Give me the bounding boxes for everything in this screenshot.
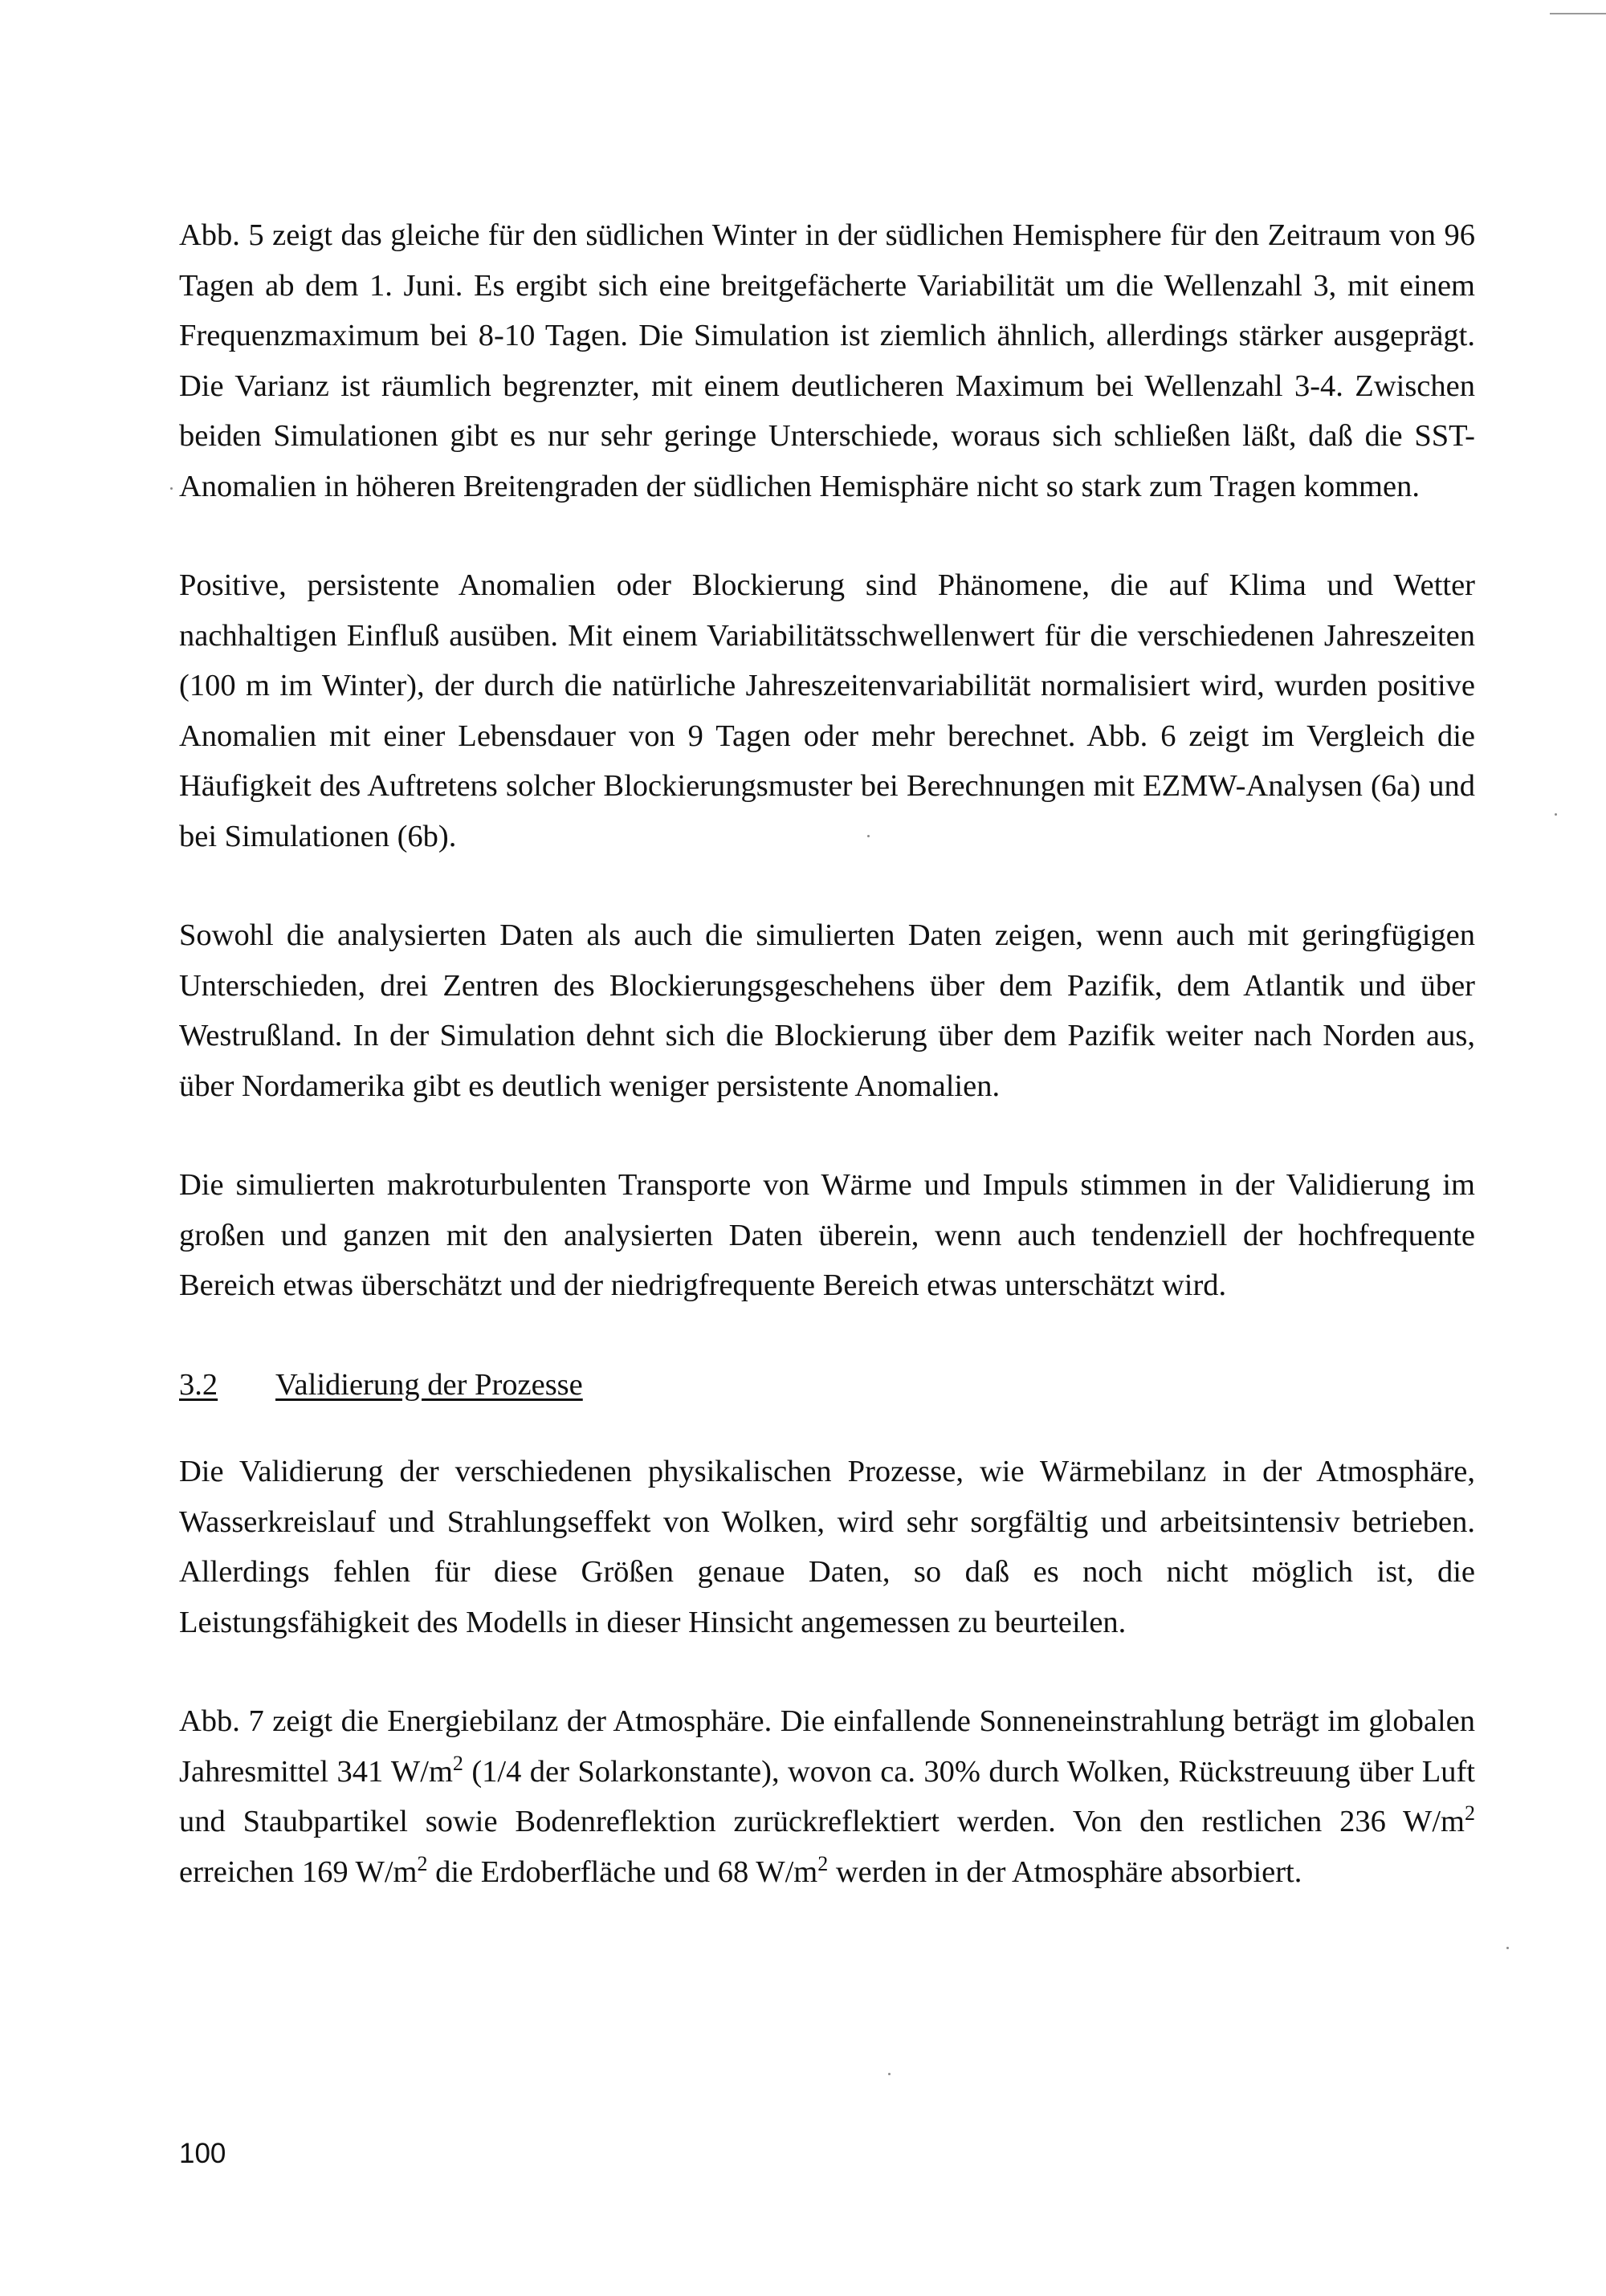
page-number: 100	[179, 2138, 226, 2169]
superscript-exponent: 2	[1465, 1801, 1475, 1825]
superscript-exponent: 2	[417, 1851, 428, 1875]
scan-speck	[1555, 813, 1557, 816]
paragraph-blocking-anomalies: Positive, persistente Anomalien oder Blockierung sind Phänomene, die auf Klima und Wetter nachhaltigen Einfluß ausüben. Mit einem Variabilitätsschwellenwert für die verschiedenen Jahreszeiten (100 m im Winter), der durch die natürliche Jahreszeitenvariabilität normalisiert wird, wurden positive Anomalien mit einer Lebensdauer von 9 Tagen oder mehr berechnet. Abb. 6 zeigt im Vergleich die Häufigkeit des Auftretens solcher Blockierungsmuster bei Berechnungen mit EZMW-Analysen (6a) und bei Simulationen (6b).	[179, 568, 1475, 853]
paragraph-blocking-centers: Sowohl die analysierten Daten als auch die simulierten Daten zeigen, wenn auch mit geringfügigen Unterschieden, drei Zentren des Blockierungsgeschehens über dem Pazifik, dem Atlantik und über Westrußland. In der Simulation dehnt sich die Blockierung über dem Pazifik weiter nach Norden aus, über Nordamerika gibt es deutlich weniger persistente Anomalien.	[179, 918, 1475, 1103]
paragraph-process-validation: Die Validierung der verschiedenen physikalischen Prozesse, wie Wärmebilanz in der Atmosphäre, Wasserkreislauf und Strahlungseffekt von Wolken, wird sehr sorgfältig und arbeitsintensiv betrieben. Allerdings fehlen für diese Größen genaue Daten, so daß es noch nicht möglich ist, die Leistungsfähigkeit des Modells in dieser Hinsicht angemessen zu beurteilen.	[179, 1455, 1475, 1639]
scan-speck	[867, 835, 870, 837]
section-heading	[179, 1360, 1475, 1411]
energy-text-part-4: die Erdoberfläche und 68 W/m	[427, 1854, 818, 1889]
section-number: 3.2	[179, 1367, 218, 1402]
scan-speck	[1506, 1947, 1509, 1949]
top-edge-rule	[1550, 13, 1606, 14]
paragraph-macroturbulent-transports: Die simulierten makroturbulenten Transporte von Wärme und Impuls stimmen in der Validierung im großen und ganzen mit den analysierten Daten überein, wenn auch tendenziell der hochfrequente Bereich etwas überschätzt und der niedrigfrequente Bereich etwas unterschätzt wird.	[179, 1168, 1475, 1302]
page-body	[179, 210, 1475, 1946]
paragraph-southern-winter: Abb. 5 zeigt das gleiche für den südlichen Winter in der südlichen Hemisphere für den Zeitraum von 96 Tagen ab dem 1. Juni. Es ergibt sich eine breitgefächerte Variabilität um die Wellenzahl 3, mit einem Frequenzmaximum bei 8-10 Tagen. Die Simulation ist ziemlich ähnlich, allerdings stärker ausgeprägt. Die Varianz ist räumlich begrenzter, mit einem deutlicheren Maximum bei Wellenzahl 3-4. Zwischen beiden Simulationen gibt es nur sehr geringe Unterschiede, woraus sich schließen läßt, daß die SST-Anomalien in höheren Breitengraden der südlichen Hemisphäre nicht so stark zum Tragen kommen.	[179, 218, 1475, 503]
scan-speck	[888, 2073, 891, 2075]
scan-speck	[170, 487, 173, 490]
superscript-exponent: 2	[817, 1851, 829, 1875]
superscript-exponent: 2	[452, 1751, 463, 1775]
energy-text-part-2: (1/4 der Solarkonstante), wovon ca. 30% durch Wolken, Rückstreuung über Luft und Staubpartikel sowie Bodenreflektion zurückreflektiert werden. Von den restlichen 236 W/m	[179, 1754, 1475, 1838]
energy-text-part-5: werden in der Atmosphäre absorbiert.	[828, 1854, 1302, 1889]
paragraph-energy-balance	[179, 1696, 1475, 1897]
energy-text-part-1: Abb. 7 zeigt die Energiebilanz der Atmosphäre. Die einfallende Sonneneinstrahlung beträgt im globalen Jahresmittel 341 W/m	[179, 1704, 1475, 1789]
energy-text-part-3: erreichen 169 W/m	[179, 1854, 418, 1889]
section-title: Validierung der Prozesse	[275, 1367, 583, 1402]
